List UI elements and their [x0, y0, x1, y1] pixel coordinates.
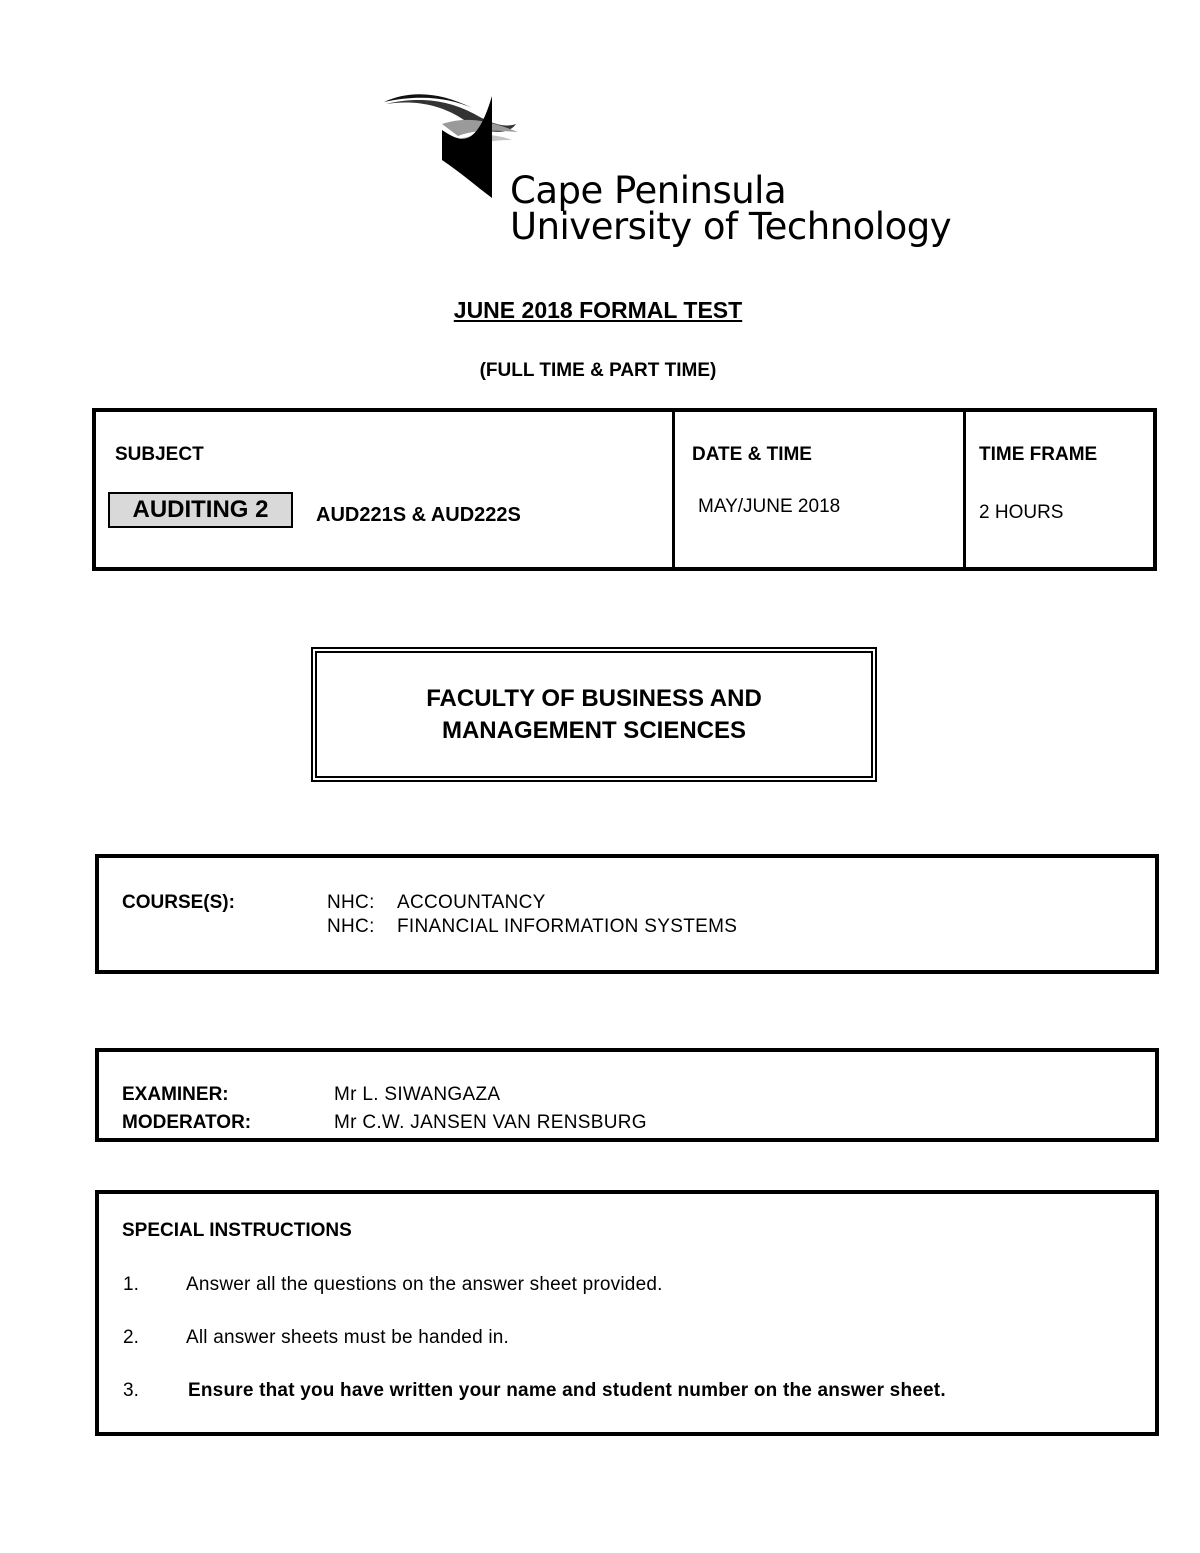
staff-box: [95, 1048, 1159, 1142]
course-prefix: NHC:: [327, 916, 375, 937]
subject-codes: AUD221S & AUD222S: [316, 504, 521, 526]
faculty-line1: FACULTY OF BUSINESS AND: [426, 685, 762, 712]
column-divider: [963, 412, 966, 567]
special-instructions-box: [95, 1190, 1159, 1436]
instruction-text: Ensure that you have written your name and student number on the answer sheet.: [188, 1380, 946, 1401]
course-prefix: NHC:: [327, 892, 375, 913]
faculty-line2: MANAGEMENT SCIENCES: [441, 717, 747, 744]
logo-text-line1: Cape Peninsula: [510, 169, 787, 212]
logo-text-line2: University of Technology: [510, 205, 952, 248]
instruction-text: Answer all the questions on the answer sheet provided.: [186, 1274, 663, 1295]
date-time-label: DATE & TIME: [692, 444, 812, 465]
courses-box: [95, 854, 1159, 974]
moderator-label: MODERATOR:: [122, 1112, 252, 1133]
examiner-label: EXAMINER:: [122, 1084, 229, 1105]
course-name: ACCOUNTANCY: [397, 892, 546, 913]
instruction-text: All answer sheets must be handed in.: [186, 1327, 509, 1348]
date-time-value: MAY/JUNE 2018: [698, 496, 841, 517]
subject-label: SUBJECT: [115, 444, 204, 465]
moderator-name: Mr C.W. JANSEN VAN RENSBURG: [334, 1112, 647, 1133]
instructions-heading: SPECIAL INSTRUCTIONS: [122, 1220, 352, 1241]
faculty-box: [311, 647, 877, 782]
course-name: FINANCIAL INFORMATION SYSTEMS: [397, 916, 738, 937]
examiner-name: Mr L. SIWANGAZA: [334, 1084, 501, 1105]
faculty-name: [317, 683, 871, 747]
time-frame-label: TIME FRAME: [979, 444, 1098, 465]
subject-table: [92, 408, 1157, 571]
subject-name: AUDITING 2: [108, 492, 293, 528]
time-frame-value: 2 HOURS: [979, 502, 1064, 523]
cput-emblem-icon: [380, 90, 530, 210]
courses-label: COURSE(S):: [122, 892, 235, 913]
instruction-number: 1.: [123, 1274, 139, 1295]
instruction-number: 3.: [123, 1380, 139, 1401]
column-divider: [672, 412, 675, 567]
instruction-number: 2.: [123, 1327, 139, 1348]
test-subtitle: (FULL TIME & PART TIME): [479, 360, 717, 381]
test-title: JUNE 2018 FORMAL TEST: [453, 297, 743, 323]
university-logo: [380, 90, 952, 250]
